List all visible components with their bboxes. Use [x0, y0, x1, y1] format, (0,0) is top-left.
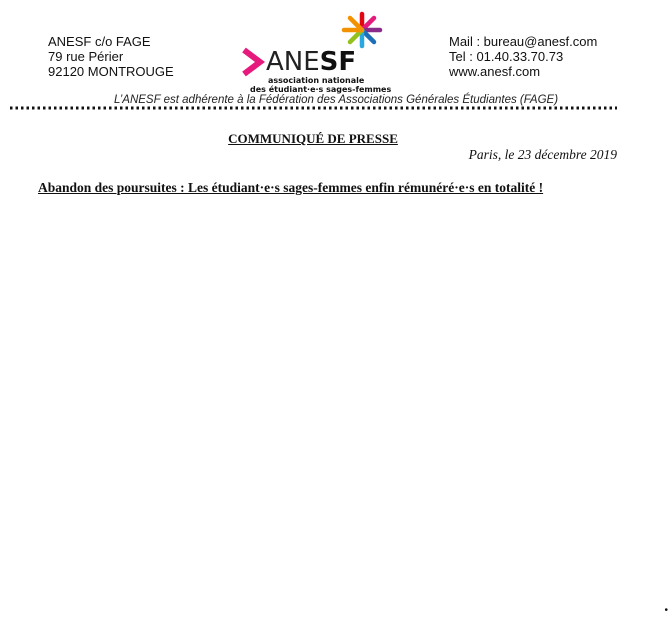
- address-line-org: ANESF c/o FAGE: [48, 34, 151, 49]
- document-type-heading: COMMUNIQUÉ DE PRESSE: [228, 131, 398, 146]
- chevron-icon: [244, 50, 260, 74]
- sender-address: [48, 34, 174, 79]
- logo-word-regular: ANE: [266, 47, 320, 77]
- logo-subtitle-2: des étudiant·e·s sages-femmes: [250, 85, 392, 94]
- contact-phone: Tel : 01.40.33.70.73: [449, 49, 564, 64]
- star-burst-icon: [344, 14, 380, 46]
- address-line-street: 79 rue Périer: [48, 49, 124, 64]
- anesf-logo: [240, 10, 390, 94]
- affiliation-note: L’ANESF est adhérente à la Fédération des Associations Générales Étudiantes (FAGE): [113, 94, 559, 106]
- press-headline: Abandon des poursuites : Les étudiant·e·s sages-femmes enfin rémunéré·e·s en totalité !: [38, 180, 544, 195]
- logo-wordmark: [266, 48, 356, 76]
- contact-website: www.anesf.com: [449, 64, 541, 79]
- corner-mark: •: [664, 605, 668, 616]
- contact-mail: Mail : bureau@anesf.com: [449, 34, 598, 49]
- logo-word-bold: SF: [319, 47, 357, 77]
- dotted-divider: [0, 106, 617, 110]
- logo-subtitle-1: association nationale: [268, 76, 365, 85]
- contact-info: [449, 34, 597, 79]
- address-line-city: 92120 MONTROUGE: [48, 64, 174, 79]
- dateline: Paris, le 23 décembre 2019: [468, 147, 617, 162]
